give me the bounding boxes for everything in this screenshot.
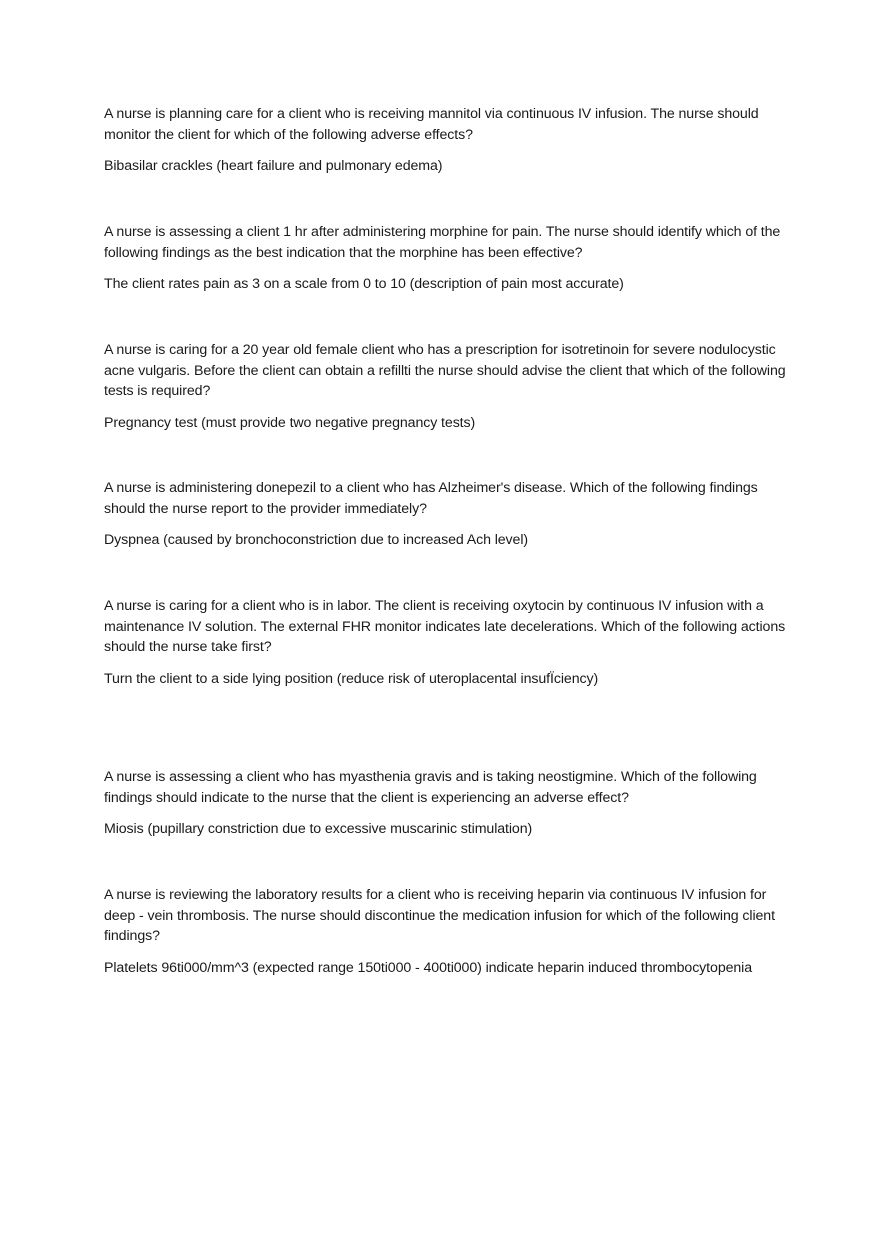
question-block	[104, 104, 794, 177]
question-block	[104, 478, 794, 551]
question-text: A nurse is planning care for a client who is receiving mannitol via continuous IV infusion. The nurse should monitor the client for which of the following adverse effects?	[104, 106, 759, 143]
question-text: A nurse is caring for a 20 year old female client who has a prescription for isotretinoin for severe nodulocystic acne vulgaris. Before the client can obtain a refillti the nurse should advise the client that which of the following tests is required?	[104, 342, 786, 400]
question-text: A nurse is assessing a client 1 hr after administering morphine for pain. The nurse should identify which of the following findings as the best indication that the morphine has been effective?	[104, 224, 781, 261]
question-block	[104, 340, 794, 433]
answer-text: Miosis (pupillary constriction due to excessive muscarinic stimulation)	[104, 821, 533, 838]
answer-text: Pregnancy test (must provide two negative pregnancy tests)	[104, 414, 476, 431]
answer-text: Dyspnea (caused by bronchoconstriction due to increased Ach level)	[104, 532, 528, 549]
question-block	[104, 885, 794, 978]
question-block	[104, 767, 794, 840]
question-text: A nurse is assessing a client who has myasthenia gravis and is taking neostigmine. Which of the following findings should indicate to the nurse that the client is experiencing an adverse effect?	[104, 769, 757, 806]
answer-text: Platelets 96ti000/mm^3 (expected range 150ti000 - 400ti000) indicate heparin induced thrombocytopenia	[104, 959, 753, 976]
question-text: A nurse is reviewing the laboratory results for a client who is receiving heparin via continuous IV infusion for deep - vein thrombosis. The nurse should discontinue the medication infusion for which of the following client findings?	[104, 887, 775, 945]
answer-text: Turn the client to a side lying position (reduce risk of uteroplacental insufÏciency)	[104, 670, 599, 687]
question-block	[104, 596, 794, 689]
question-text: A nurse is caring for a client who is in labor. The client is receiving oxytocin by continuous IV infusion with a maintenance IV solution. The external FHR monitor indicates late decelerations. Which of the following actions should the nurse take first?	[104, 598, 786, 656]
answer-text: The client rates pain as 3 on a scale from 0 to 10 (description of pain most accurate)	[104, 276, 624, 293]
answer-text: Bibasilar crackles (heart failure and pulmonary edema)	[104, 158, 443, 175]
question-text: A nurse is administering donepezil to a client who has Alzheimer's disease. Which of the following findings should the nurse report to the provider immediately?	[104, 480, 758, 517]
question-block	[104, 222, 794, 295]
